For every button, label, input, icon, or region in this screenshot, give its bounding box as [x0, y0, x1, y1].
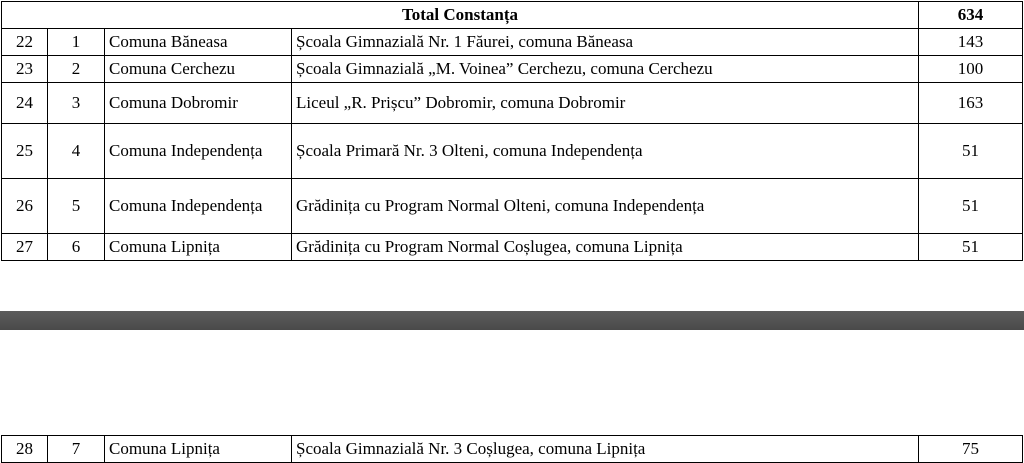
total-value: 634: [919, 2, 1023, 29]
school-cell: Liceul „R. Prișcu” Dobromir, comuna Dobromir: [292, 83, 919, 124]
schools-table-continued: [1, 435, 1023, 463]
locality-cell: Comuna Cerchezu: [105, 56, 292, 83]
count-cell: 163: [919, 83, 1023, 124]
table-row: [2, 234, 1023, 261]
count-cell: 143: [919, 29, 1023, 56]
table-row: [2, 179, 1023, 234]
locality-cell: Comuna Băneasa: [105, 29, 292, 56]
row-number: 24: [2, 83, 48, 124]
school-cell: Școala Gimnazială Nr. 1 Făurei, comuna Băneasa: [292, 29, 919, 56]
row-index: 2: [48, 56, 105, 83]
table-row: [2, 124, 1023, 179]
total-label: Total Constanța: [2, 2, 919, 29]
table-row: [2, 56, 1023, 83]
row-index: 7: [48, 436, 105, 463]
row-number: 22: [2, 29, 48, 56]
locality-cell: Comuna Dobromir: [105, 83, 292, 124]
row-index: 1: [48, 29, 105, 56]
row-index: 4: [48, 124, 105, 179]
row-index: 5: [48, 179, 105, 234]
table-row: [2, 29, 1023, 56]
row-index: 6: [48, 234, 105, 261]
locality-cell: Comuna Lipnița: [105, 234, 292, 261]
count-cell: 51: [919, 234, 1023, 261]
school-cell: Grădinița cu Program Normal Olteni, comuna Independența: [292, 179, 919, 234]
row-number: 26: [2, 179, 48, 234]
count-cell: 51: [919, 124, 1023, 179]
school-cell: Școala Gimnazială „M. Voinea” Cerchezu, comuna Cerchezu: [292, 56, 919, 83]
row-index: 3: [48, 83, 105, 124]
school-cell: Școala Gimnazială Nr. 3 Coșlugea, comuna Lipnița: [292, 436, 919, 463]
locality-cell: Comuna Independența: [105, 124, 292, 179]
school-cell: Grădinița cu Program Normal Coșlugea, comuna Lipnița: [292, 234, 919, 261]
table-row: [2, 83, 1023, 124]
locality-cell: Comuna Independența: [105, 179, 292, 234]
table-row: [2, 436, 1023, 463]
page-break-bar: [0, 311, 1024, 330]
count-cell: 75: [919, 436, 1023, 463]
total-row: [2, 2, 1023, 29]
row-number: 25: [2, 124, 48, 179]
count-cell: 100: [919, 56, 1023, 83]
row-number: 23: [2, 56, 48, 83]
count-cell: 51: [919, 179, 1023, 234]
row-number: 28: [2, 436, 48, 463]
row-number: 27: [2, 234, 48, 261]
school-cell: Școala Primară Nr. 3 Olteni, comuna Independența: [292, 124, 919, 179]
locality-cell: Comuna Lipnița: [105, 436, 292, 463]
schools-table: [1, 1, 1023, 261]
